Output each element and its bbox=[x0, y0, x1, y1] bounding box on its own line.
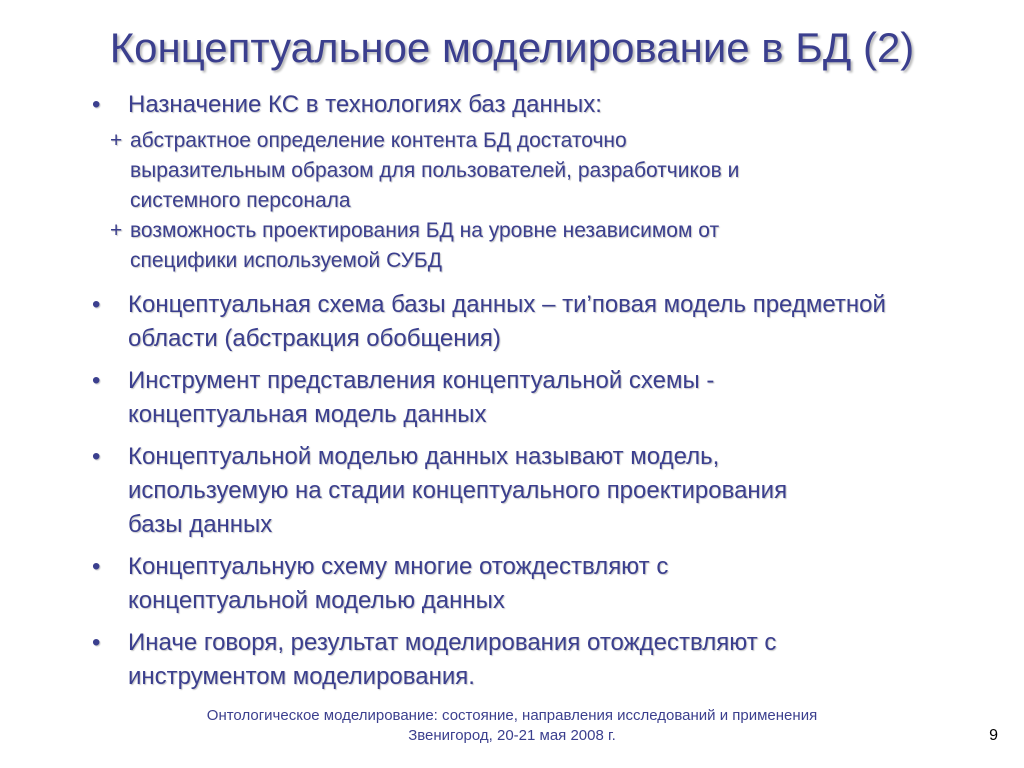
bullet-list bbox=[88, 88, 908, 702]
bullet-marker: • bbox=[92, 443, 101, 470]
footer bbox=[150, 706, 874, 746]
bullet-marker: • bbox=[92, 629, 101, 656]
sub-marker: + bbox=[110, 219, 123, 242]
bullet-text: Концептуальной моделью данных называют модель, используемую на стадии концептуального проектирования базы данных bbox=[128, 443, 788, 538]
bullet-marker: • bbox=[92, 367, 101, 394]
sub-item bbox=[110, 216, 908, 276]
sub-list bbox=[88, 126, 908, 276]
footer-line-2: Звенигород, 20-21 мая 2008 г. bbox=[408, 727, 616, 744]
sub-item bbox=[110, 126, 908, 216]
bullet-item bbox=[88, 364, 908, 432]
bullet-marker: • bbox=[92, 553, 101, 580]
sub-text: возможность проектирования БД на уровне независимом от специфики используемой СУБД bbox=[130, 219, 720, 272]
bullet-item bbox=[88, 88, 908, 122]
bullet-marker: • bbox=[92, 91, 101, 118]
bullet-item bbox=[88, 550, 908, 618]
bullet-item bbox=[88, 626, 908, 694]
slide-title: Концептуальное моделирование в БД (2) bbox=[109, 24, 915, 71]
bullet-text: Концептуальную схему многие отождествляют с концептуальной моделью данных bbox=[128, 553, 669, 614]
bullet-item bbox=[88, 288, 908, 356]
sub-marker: + bbox=[110, 129, 123, 152]
bullet-marker: • bbox=[92, 291, 101, 318]
bullet-text: Назначение КС в технологиях баз данных: bbox=[128, 91, 602, 118]
footer-line-1: Онтологическое моделирование: состояние, направления исследований и применения bbox=[206, 707, 818, 724]
sub-text: абстрактное определение контента БД достаточно выразительным образом для пользователей, разработчиков и системного персонала bbox=[130, 129, 740, 212]
bullet-text: Иначе говоря, результат моделирования отождествляют с инструментом моделирования. bbox=[128, 629, 777, 690]
bullet-text: Концептуальная схема базы данных – ти’повая модель предметной области (абстракция обобщения) bbox=[128, 291, 886, 352]
bullet-text: Инструмент представления концептуальной схемы - концептуальная модель данных bbox=[128, 367, 715, 428]
bullet-item bbox=[88, 440, 908, 542]
page-number: 9 bbox=[989, 727, 998, 744]
